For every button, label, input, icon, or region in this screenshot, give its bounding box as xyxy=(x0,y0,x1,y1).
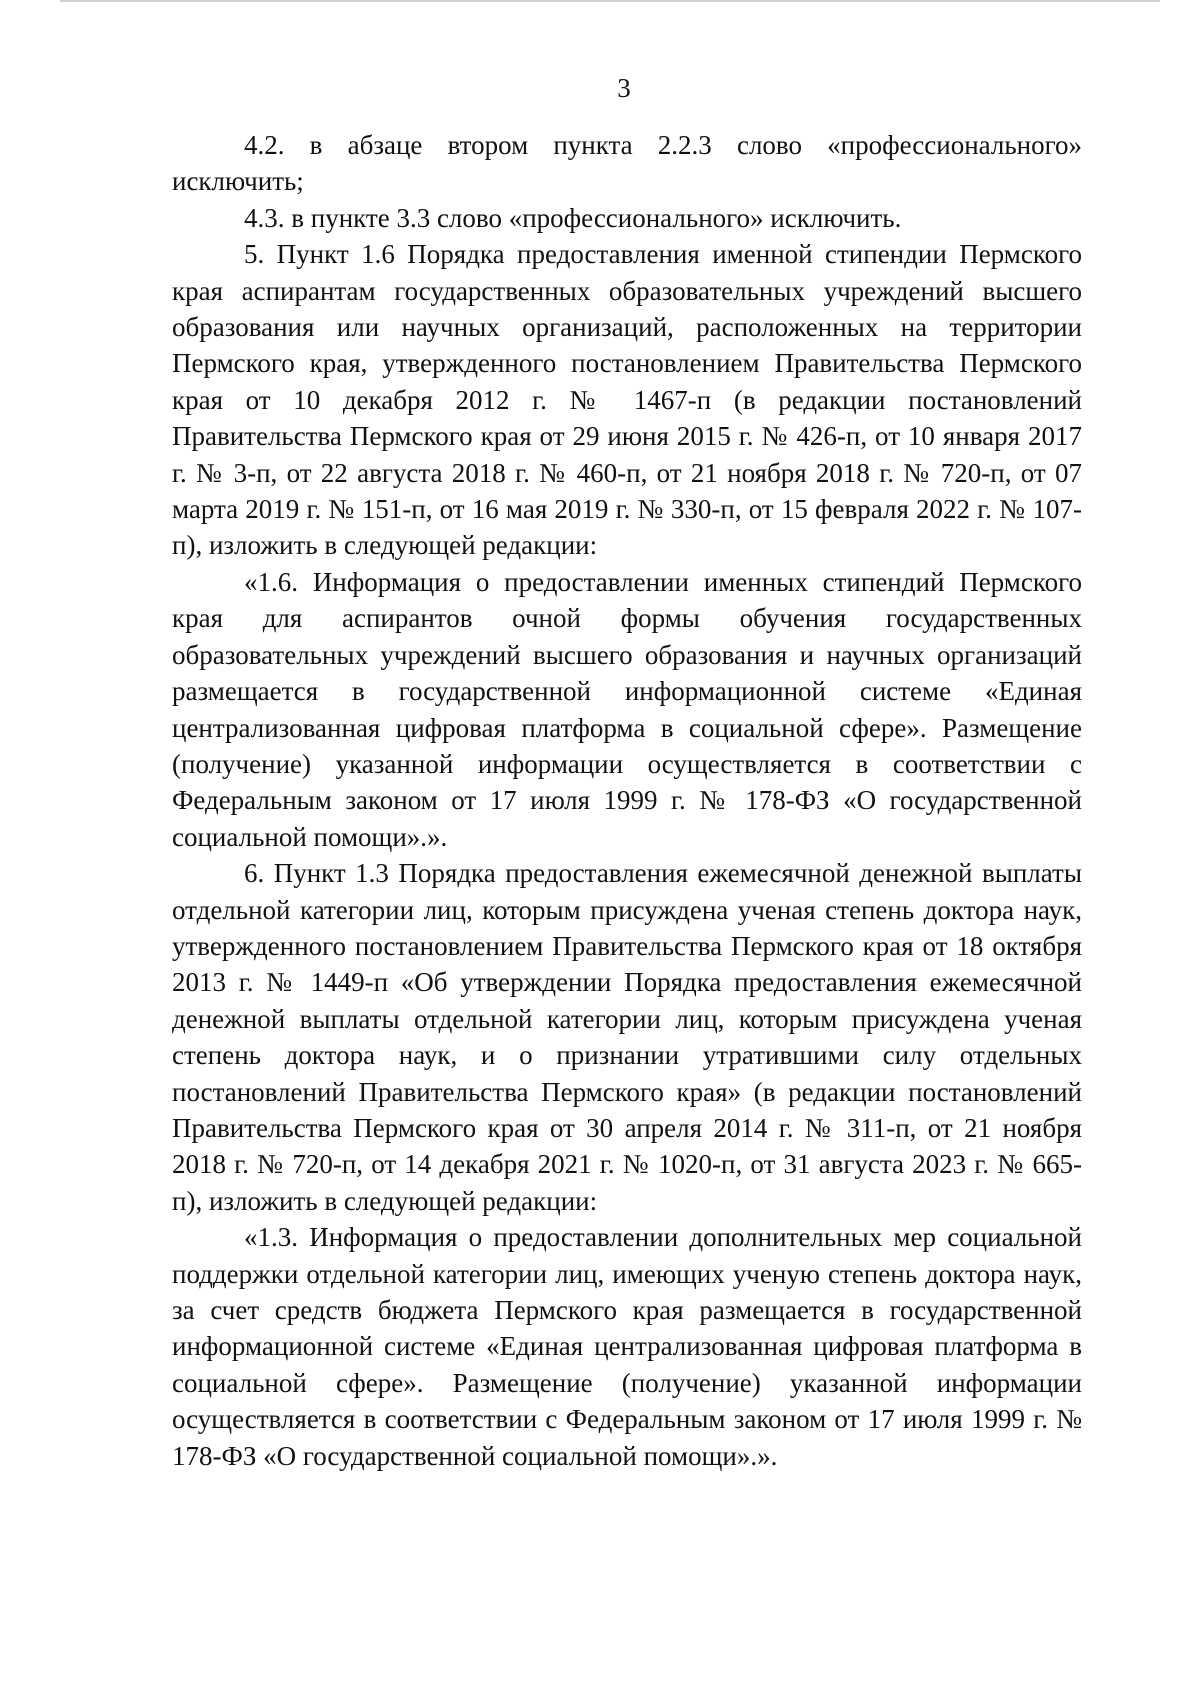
paragraph-6: 6. Пункт 1.3 Порядка предоставления ежемесячной денежной выплаты отдельной категории лиц, которым присуждена ученая степень доктора наук, утвержденного постановлением Правительства Пермского края от 18 октября 2013 г. № 1449-п «Об утверждении Порядка предоставления ежемесячной денежной выплаты отдельной категории лиц, которым присуждена ученая степень доктора наук, и о признании утратившими силу отдельных постановлений Правительства Пермского края» (в редакции постановлений Правительства Пермского края от 30 апреля 2014 г. № 311-п, от 21 ноября 2018 г. № 720-п, от 14 декабря 2021 г. № 1020-п, от 31 августа 2023 г. № 665-п), изложить в следующей редакции: xyxy=(172,858,1082,1216)
paragraph-5-quote: «1.6. Информация о предоставлении именных стипендий Пермского края для аспирантов очной формы обучения государственных образовательных учреждений высшего образования и научных организаций размещается в государственной информационной системе «Единая централизованная цифровая платформа в социальной сфере». Размещение (получение) указанной информации осуществляется в соответствии с Федеральным законом от 17 июля 1999 г. № 178-ФЗ «О государственной социальной помощи».». xyxy=(172,566,1082,852)
scan-top-edge xyxy=(60,0,1160,2)
paragraph-6-quote: «1.3. Информация о предоставлении дополнительных мер социальной поддержки отдельной категории лиц, имеющих ученую степень доктора наук, за счет средств бюджета Пермского края размещается в государственной информационной системе «Единая централизованная цифровая платформа в социальной сфере». Размещение (получение) указанной информации осуществляется в соответствии с Федеральным законом от 17 июля 1999 г. № 178-ФЗ «О государственной социальной помощи».». xyxy=(172,1222,1082,1471)
paragraph-5: 5. Пункт 1.6 Порядка предоставления именной стипендии Пермского края аспирантам государственных образовательных учреждений высшего образования или научных организаций, расположенных на территории Пермского края, утвержденного постановлением Правительства Пермского края от 10 декабря 2012 г. № 1467-п (в редакции постановлений Правительства Пермского края от 29 июня 2015 г. № 426-п, от 10 января 2017 г. № 3-п, от 22 августа 2018 г. № 460-п, от 21 ноября 2018 г. № 720-п, от 07 марта 2019 г. № 151-п, от 16 мая 2019 г. № 330-п, от 15 февраля 2022 г. № 107-п), изложить в следующей редакции: xyxy=(172,239,1082,561)
page-number: 3 xyxy=(617,73,631,103)
paragraph-4-2: 4.2. в абзаце втором пункта 2.2.3 слово «профессионального» исключить; xyxy=(172,130,1082,197)
paragraph-4-3: 4.3. в пункте 3.3 слово «профессионального» исключить. xyxy=(244,202,902,233)
document-body xyxy=(172,127,1082,1474)
